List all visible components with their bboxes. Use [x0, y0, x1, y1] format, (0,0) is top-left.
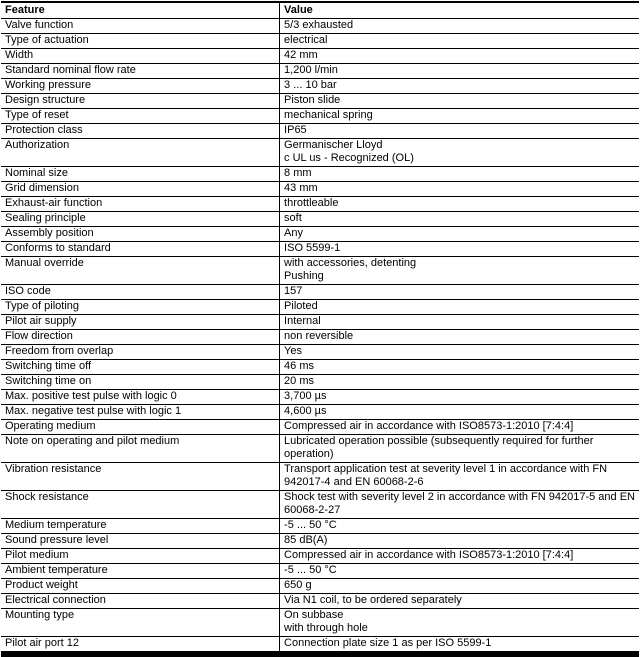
value-line: -5 ... 50 °C	[284, 519, 337, 531]
value-line: 43 mm	[284, 182, 318, 194]
value-cell	[280, 315, 639, 330]
value-line: Pushing	[284, 270, 324, 282]
table-row	[1, 579, 639, 594]
feature-cell: Type of actuation	[1, 34, 280, 49]
table-row	[1, 463, 639, 491]
table-row	[1, 227, 639, 242]
value-line: 85 dB(A)	[284, 534, 328, 546]
value-cell	[280, 420, 639, 435]
feature-cell: Valve function	[1, 19, 280, 34]
feature-cell: Max. negative test pulse with logic 1	[1, 405, 280, 420]
table-row	[1, 64, 639, 79]
value-cell	[280, 139, 639, 167]
value-cell	[280, 300, 639, 315]
value-line: Any	[284, 227, 304, 239]
value-line: 4,600 µs	[284, 405, 327, 417]
feature-cell: Sealing principle	[1, 212, 280, 227]
value-cell	[280, 257, 639, 285]
feature-cell: Pilot medium	[1, 549, 280, 564]
table-row	[1, 19, 639, 34]
value-cell	[280, 594, 639, 609]
feature-cell: Vibration resistance	[1, 463, 280, 491]
value-line: On subbase	[284, 609, 344, 621]
feature-cell: Conforms to standard	[1, 242, 280, 257]
value-line: Lubricated operation possible (subsequently required for further	[284, 435, 594, 447]
feature-column-header: Feature	[1, 2, 280, 19]
value-line: with accessories, detenting	[284, 257, 417, 269]
table-row	[1, 345, 639, 360]
value-cell	[280, 360, 639, 375]
spec-table-body	[1, 19, 639, 655]
table-row	[1, 315, 639, 330]
value-cell	[280, 435, 639, 463]
table-row	[1, 390, 639, 405]
spec-table	[1, 1, 639, 657]
table-row	[1, 49, 639, 64]
value-line: electrical	[284, 34, 328, 46]
value-line: Piloted	[284, 300, 318, 312]
feature-cell: Shock resistance	[1, 491, 280, 519]
value-line: 42 mm	[284, 49, 318, 61]
value-line: 46 ms	[284, 360, 315, 372]
table-row	[1, 242, 639, 257]
feature-cell: Switching time off	[1, 360, 280, 375]
table-row	[1, 330, 639, 345]
table-row	[1, 375, 639, 390]
value-cell	[280, 637, 639, 655]
table-row	[1, 167, 639, 182]
value-line: 1,200 l/min	[284, 64, 338, 76]
value-cell	[280, 609, 639, 637]
value-cell	[280, 491, 639, 519]
value-line: 8 mm	[284, 167, 312, 179]
table-row	[1, 594, 639, 609]
value-cell	[280, 49, 639, 64]
feature-cell: Width	[1, 49, 280, 64]
value-line: Compressed air in accordance with ISO8573-1:2010 [7:4:4]	[284, 420, 574, 432]
table-row	[1, 609, 639, 637]
value-cell	[280, 94, 639, 109]
table-row	[1, 534, 639, 549]
value-cell	[280, 345, 639, 360]
feature-cell: Freedom from overlap	[1, 345, 280, 360]
table-row	[1, 124, 639, 139]
value-cell	[280, 519, 639, 534]
value-line: Via N1 coil, to be ordered separately	[284, 594, 462, 606]
value-line: 5/3 exhausted	[284, 19, 354, 31]
value-cell	[280, 227, 639, 242]
feature-cell: Nominal size	[1, 167, 280, 182]
value-line: non reversible	[284, 330, 354, 342]
value-line: 3 ... 10 bar	[284, 79, 337, 91]
value-cell	[280, 375, 639, 390]
feature-cell: Ambient temperature	[1, 564, 280, 579]
feature-cell: Mounting type	[1, 609, 280, 637]
feature-cell: Design structure	[1, 94, 280, 109]
value-cell	[280, 167, 639, 182]
value-cell	[280, 390, 639, 405]
value-line: 3,700 µs	[284, 390, 327, 402]
value-line: soft	[284, 212, 302, 224]
feature-cell: Note on operating and pilot medium	[1, 435, 280, 463]
feature-cell: Max. positive test pulse with logic 0	[1, 390, 280, 405]
value-cell	[280, 242, 639, 257]
value-cell	[280, 579, 639, 594]
feature-cell: Electrical connection	[1, 594, 280, 609]
value-cell	[280, 124, 639, 139]
value-cell	[280, 534, 639, 549]
value-cell	[280, 109, 639, 124]
value-cell	[280, 79, 639, 94]
value-cell	[280, 34, 639, 49]
feature-cell: Pilot air supply	[1, 315, 280, 330]
header-row	[1, 2, 639, 19]
table-row	[1, 197, 639, 212]
value-line: Yes	[284, 345, 302, 357]
table-row	[1, 564, 639, 579]
feature-cell: Working pressure	[1, 79, 280, 94]
table-row	[1, 212, 639, 227]
value-cell	[280, 64, 639, 79]
value-column-header: Value	[280, 2, 639, 19]
feature-cell: Assembly position	[1, 227, 280, 242]
table-row	[1, 300, 639, 315]
value-line: Connection plate size 1 as per ISO 5599-1	[284, 637, 492, 649]
feature-cell: Standard nominal flow rate	[1, 64, 280, 79]
feature-cell: Switching time on	[1, 375, 280, 390]
feature-cell: Type of piloting	[1, 300, 280, 315]
value-line: throttleable	[284, 197, 339, 209]
table-row	[1, 637, 639, 655]
table-row	[1, 139, 639, 167]
feature-cell: Grid dimension	[1, 182, 280, 197]
feature-cell: Authorization	[1, 139, 280, 167]
table-row	[1, 420, 639, 435]
feature-cell: Manual override	[1, 257, 280, 285]
value-line: 942017-4 and EN 60068-2-6	[284, 476, 424, 488]
table-row	[1, 257, 639, 285]
value-line: Internal	[284, 315, 321, 327]
value-line: operation)	[284, 448, 334, 460]
table-row	[1, 94, 639, 109]
value-line: Germanischer Lloyd	[284, 139, 383, 151]
table-row	[1, 360, 639, 375]
value-line: Compressed air in accordance with ISO8573-1:2010 [7:4:4]	[284, 549, 574, 561]
feature-cell: Type of reset	[1, 109, 280, 124]
feature-cell: Pilot air port 12	[1, 637, 280, 655]
value-line: Transport application test at severity level 1 in accordance with FN	[284, 463, 608, 475]
value-cell	[280, 405, 639, 420]
value-cell	[280, 463, 639, 491]
value-line: with through hole	[284, 622, 368, 634]
feature-cell: ISO code	[1, 285, 280, 300]
table-row	[1, 109, 639, 124]
value-cell	[280, 19, 639, 34]
spec-table-header	[1, 2, 639, 19]
table-row	[1, 79, 639, 94]
feature-cell: Protection class	[1, 124, 280, 139]
table-row	[1, 405, 639, 420]
feature-cell: Medium temperature	[1, 519, 280, 534]
table-row	[1, 285, 639, 300]
feature-cell: Sound pressure level	[1, 534, 280, 549]
feature-cell: Flow direction	[1, 330, 280, 345]
value-cell	[280, 564, 639, 579]
table-row	[1, 435, 639, 463]
table-row	[1, 182, 639, 197]
value-line: c UL us - Recognized (OL)	[284, 152, 414, 164]
value-cell	[280, 197, 639, 212]
value-line: 157	[284, 285, 303, 297]
feature-cell: Product weight	[1, 579, 280, 594]
value-line: mechanical spring	[284, 109, 373, 121]
value-line: IP65	[284, 124, 307, 136]
value-cell	[280, 330, 639, 345]
table-row	[1, 519, 639, 534]
value-cell	[280, 212, 639, 227]
table-row	[1, 549, 639, 564]
value-line: Piston slide	[284, 94, 341, 106]
value-line: 60068-2-27	[284, 504, 341, 516]
value-cell	[280, 549, 639, 564]
value-line: Shock test with severity level 2 in accordance with FN 942017-5 and EN	[284, 491, 635, 503]
value-line: ISO 5599-1	[284, 242, 341, 254]
feature-cell: Operating medium	[1, 420, 280, 435]
table-row	[1, 34, 639, 49]
value-cell	[280, 285, 639, 300]
value-line: 650 g	[284, 579, 312, 591]
table-row	[1, 491, 639, 519]
feature-cell: Exhaust-air function	[1, 197, 280, 212]
value-cell	[280, 182, 639, 197]
value-line: -5 ... 50 °C	[284, 564, 337, 576]
value-line: 20 ms	[284, 375, 315, 387]
